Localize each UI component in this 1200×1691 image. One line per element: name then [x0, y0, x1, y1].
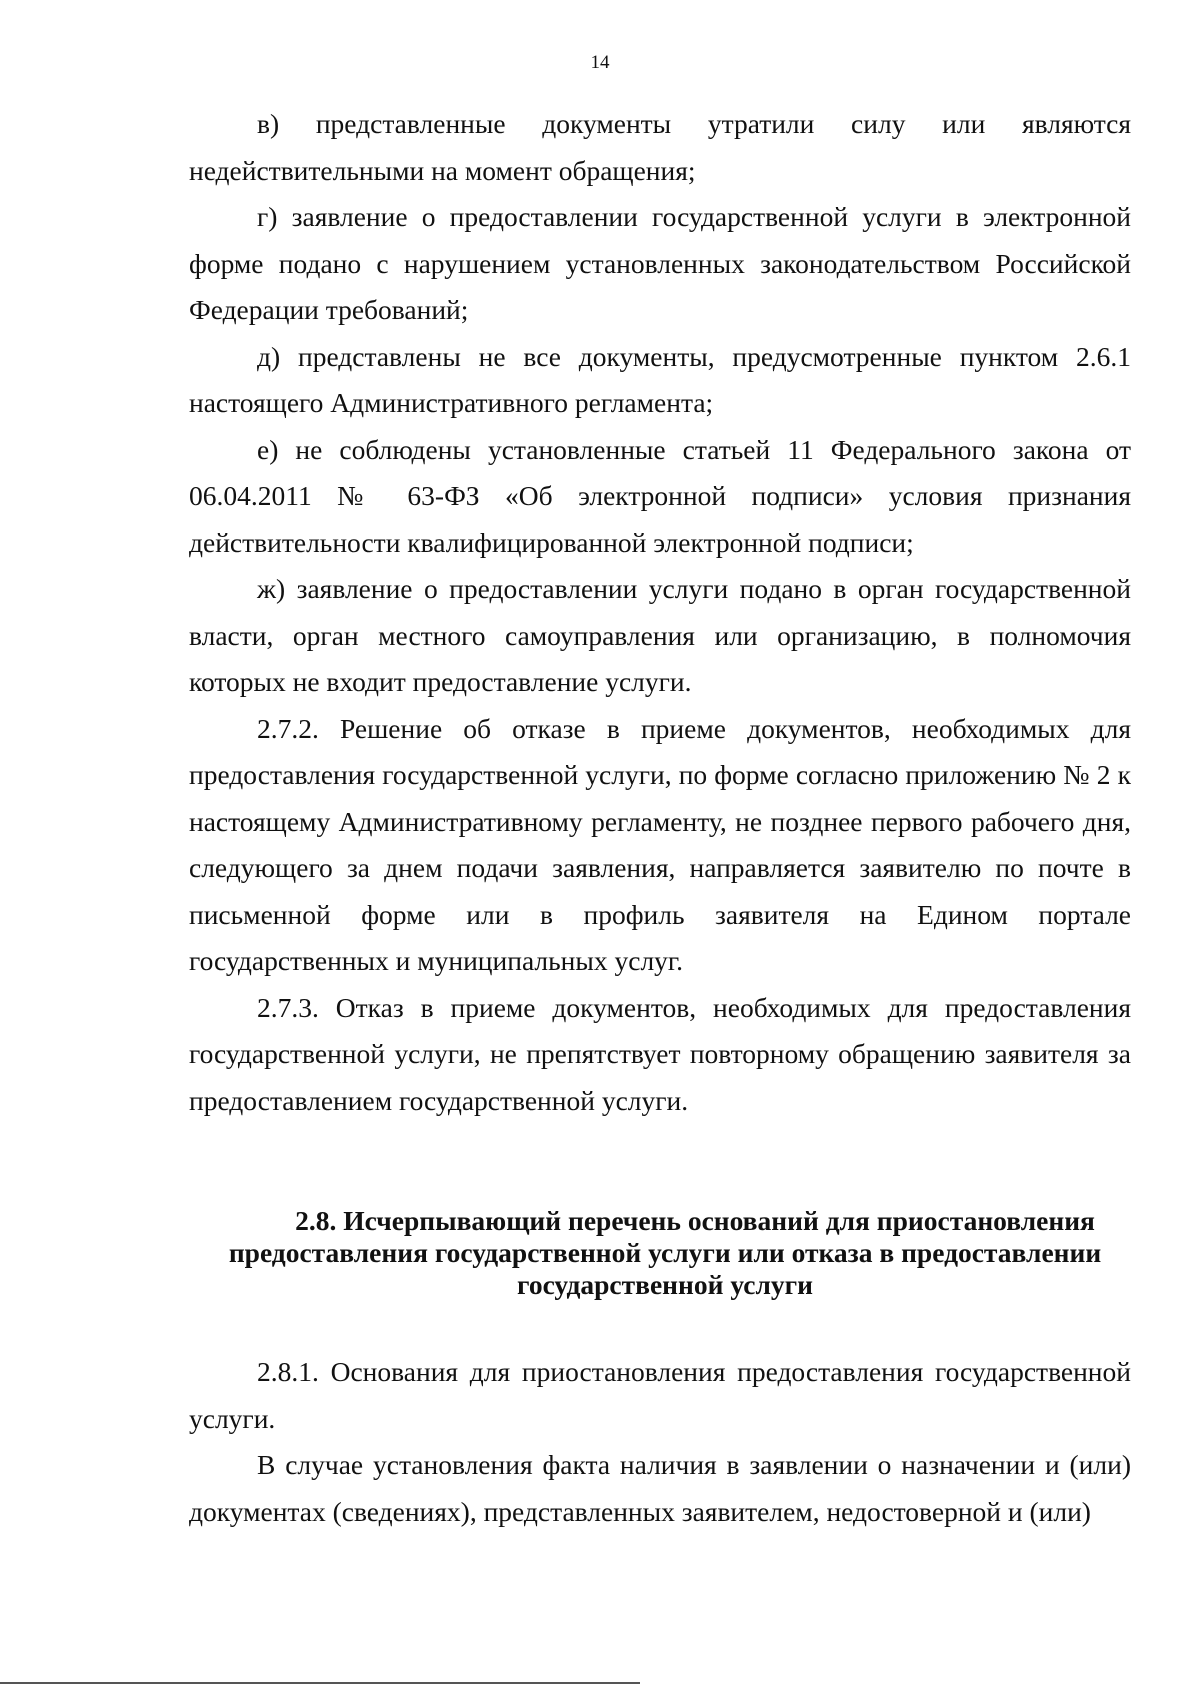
paragraph-2-7-3: 2.7.3. Отказ в приеме документов, необходимых для предоставления государственной услуги, не препятствует повторному обращению заявителя за предоставлением государственной услуги. — [189, 991, 1131, 1116]
section-heading-2-8 — [200, 1205, 1130, 1301]
paragraph-2-7-2: 2.7.2. Решение об отказе в приеме документов, необходимых для предоставления государственной услуги, по форме согласно приложению № 2 к настоящему Административному регламенту, не позднее первого рабочего дня, следующего за днем подачи заявления, направляется заявителю по почте в письменной форме или в профиль заявителя на Едином портале государственных и муниципальных услуг. — [189, 712, 1131, 976]
paragraph-item-v: в) представленные документы утратили силу или являются недействительными на момент обращения; — [189, 108, 1131, 186]
paragraph-item-g: г) заявление о предоставлении государственной услуги в электронной форме подано с нарушением установленных законодательством Российской Федерации требований; — [189, 201, 1131, 325]
bottom-edge-line — [0, 1682, 640, 1684]
paragraph-2-8-1: 2.8.1. Основания для приостановления предоставления государственной услуги. — [189, 1356, 1131, 1434]
section-heading-line-2: предоставления государственной услуги или отказа в предоставлении — [228, 1237, 1102, 1268]
paragraph-item-zh: ж) заявление о предоставлении услуги подано в орган государственной власти, орган местного самоуправления или организацию, в полномочия которых не входит предоставление услуги. — [189, 573, 1131, 697]
paragraph-item-e: е) не соблюдены установленные статьей 11 Федерального закона от 06.04.2011 № 63-ФЗ «Об электронной подписи» условия признания действительности квалифицированной электронной подписи; — [189, 433, 1131, 558]
section-heading-line-3: государственной услуги — [517, 1269, 813, 1300]
paragraph-item-d: д) представлены не все документы, предусмотренные пунктом 2.6.1 настоящего Административного регламента; — [189, 340, 1131, 418]
main-body-text — [189, 101, 1131, 1124]
page-number: 14 — [590, 52, 610, 73]
paragraph-case-establishment: В случае установления факта наличия в заявлении о назначении и (или) документах (сведениях), представленных заявителем, недостоверной и (или) — [189, 1449, 1131, 1527]
section-body-text — [189, 1349, 1131, 1535]
section-heading-line-1: 2.8. Исчерпывающий перечень оснований для приостановления — [295, 1205, 1095, 1236]
